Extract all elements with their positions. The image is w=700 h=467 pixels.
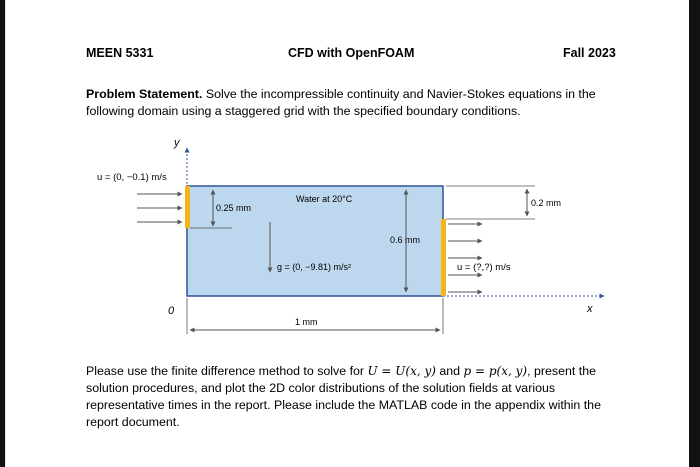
instructions-text-1: Please use the finite difference method to solve for — [86, 364, 368, 378]
course-title: CFD with OpenFOAM — [288, 46, 415, 60]
inlet-boundary — [185, 186, 190, 228]
outlet-boundary — [441, 219, 446, 296]
length-label: 1 mm — [295, 317, 318, 327]
origin-label: 0 — [168, 305, 175, 317]
velocity-expression: U = U(x, y) — [367, 364, 436, 378]
x-axis-label: x — [587, 303, 593, 315]
problem-label: Problem Statement. — [86, 87, 203, 101]
height-label: 0.6 mm — [390, 235, 421, 245]
gravity-label: g = (0, −9.81) m/s² — [277, 262, 352, 272]
y-axis-label: y — [174, 137, 180, 149]
instructions-paragraph — [86, 363, 616, 431]
course-code: MEEN 5331 — [86, 46, 154, 60]
problem-text: Solve the incompressible continuity and Navier-Stokes equations in the following domain using a staggered grid with the specified boundary conditions. — [86, 87, 596, 118]
instructions-text-3: , present the solution procedures, and plot the 2D color distributions of the solution fields at various representative times in the report. Please include the MATLAB code in the appendix within the report document. — [86, 364, 601, 429]
inlet-bc-label: u = (0, −0.1) m/s — [97, 172, 167, 183]
term-label: Fall 2023 — [563, 46, 616, 60]
fluid-label: Water at 20°C — [296, 194, 353, 204]
inlet-height-label: 0.25 mm — [216, 203, 252, 213]
outlet-gap-label: 0.2 mm — [531, 198, 562, 208]
instructions-text-2: and — [435, 364, 464, 378]
outlet-bc-label: u = (?,?) m/s — [457, 262, 511, 273]
pressure-expression: p = p(x, y) — [463, 364, 528, 378]
